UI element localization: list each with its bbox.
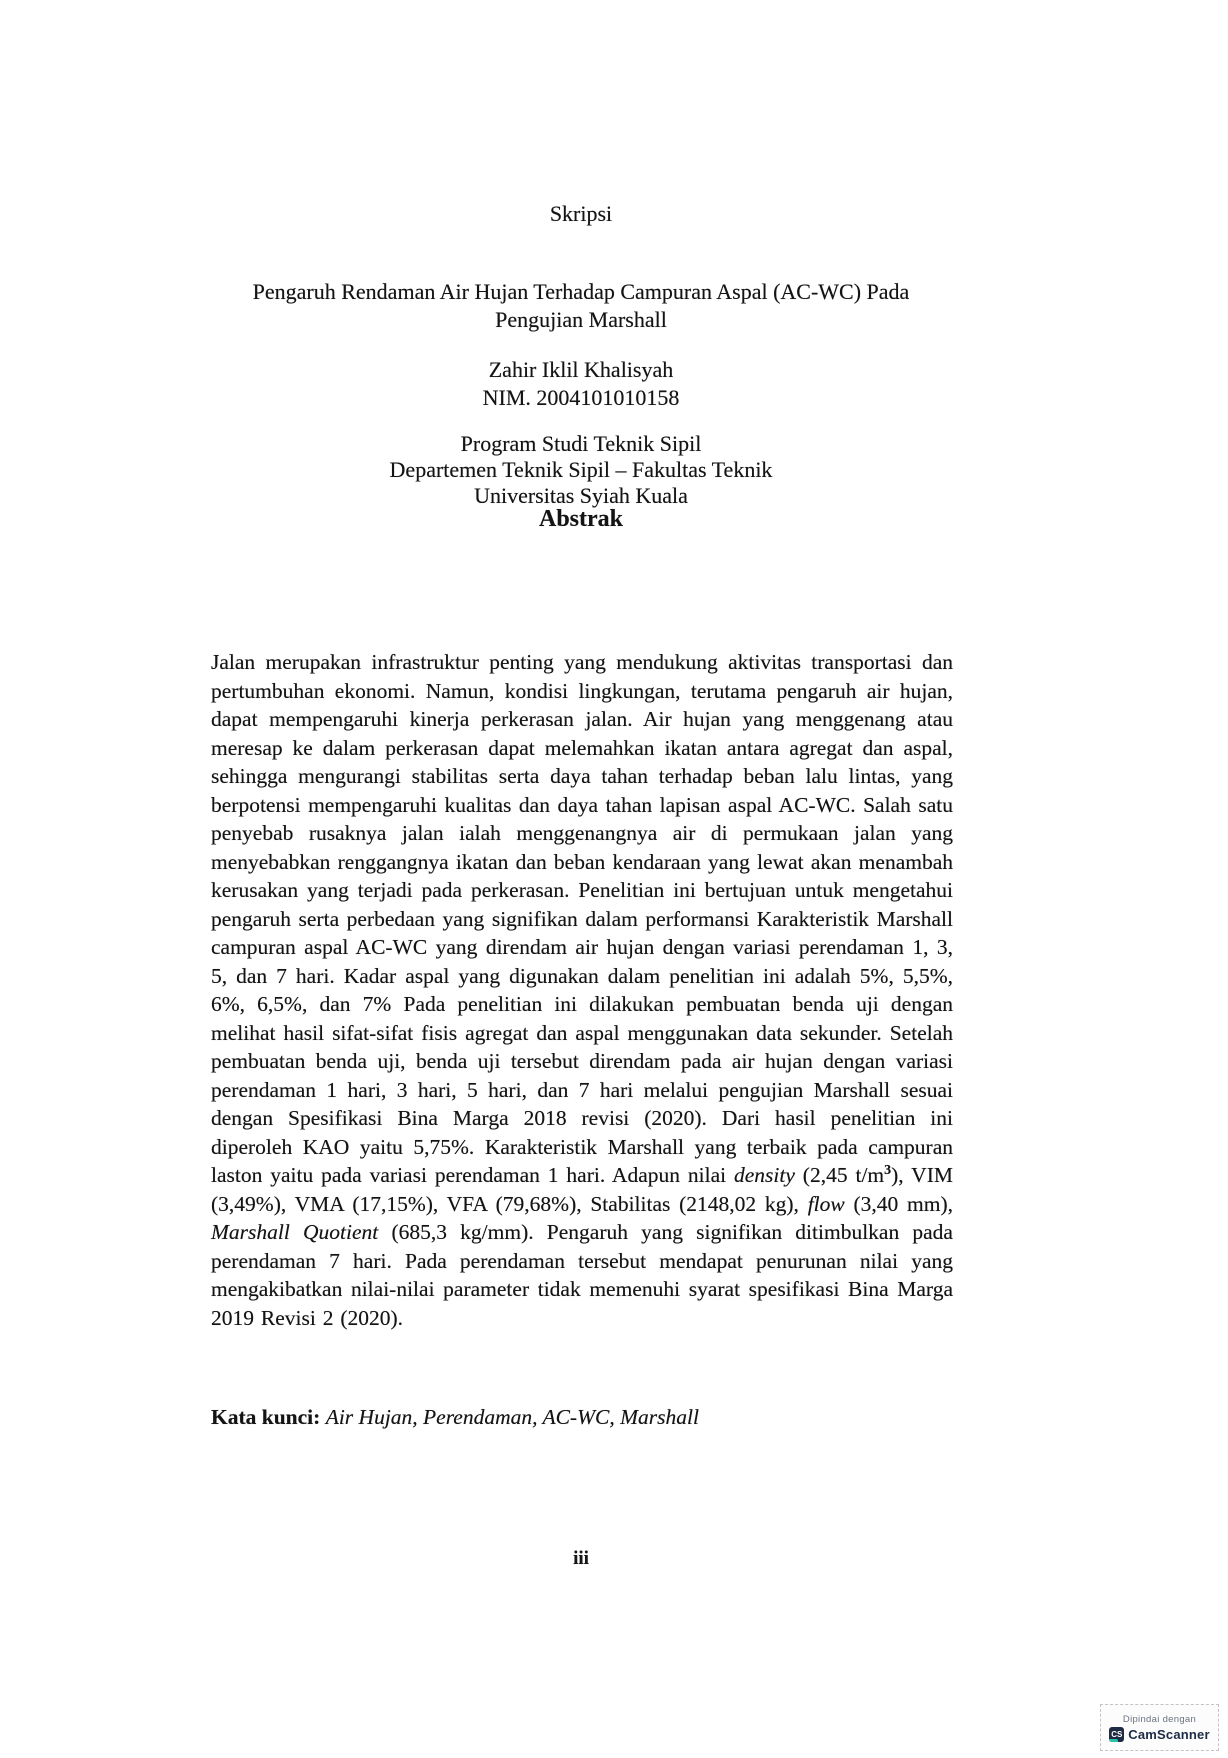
camscanner-app-name: CamScanner bbox=[1128, 1726, 1210, 1742]
author-block bbox=[211, 356, 951, 412]
affiliation-program: Program Studi Teknik Sipil bbox=[460, 431, 702, 456]
keywords-label: Kata kunci: bbox=[211, 1405, 321, 1429]
abstract-heading: Abstrak bbox=[538, 506, 623, 532]
document-title-line2: Pengujian Marshall bbox=[495, 307, 667, 332]
affiliation-department: Departemen Teknik Sipil – Fakultas Teknik bbox=[389, 457, 773, 482]
affiliation-university: Universitas Syiah Kuala bbox=[474, 483, 688, 508]
affiliation-block bbox=[211, 431, 951, 509]
document-title-line1: Pengaruh Rendaman Air Hujan Terhadap Campuran Aspal (AC-WC) Pada bbox=[252, 279, 910, 304]
document-title bbox=[211, 278, 951, 334]
doc-type-label: Skripsi bbox=[549, 201, 613, 226]
author-name: Zahir Iklil Khalisyah bbox=[488, 357, 674, 382]
page-number: iii bbox=[573, 1548, 589, 1569]
camscanner-badge-caption: Dipindai dengan bbox=[1122, 1713, 1197, 1725]
keywords-value: Air Hujan, Perendaman, AC-WC, Marshall bbox=[325, 1405, 699, 1429]
camscanner-badge-brand bbox=[1109, 1727, 1209, 1742]
camscanner-badge bbox=[1100, 1704, 1219, 1751]
keywords-line bbox=[211, 1405, 953, 1430]
author-nim: NIM. 2004101010158 bbox=[482, 385, 680, 410]
abstract-paragraph: Jalan merupakan infrastruktur penting yang mendukung aktivitas transportasi dan pertumbuhan ekonomi. Namun, kondisi lingkungan, terutama pengaruh air hujan, dapat mempengaruhi kinerja perkerasan jalan. Air hujan yang menggenang atau meresap ke dalam perkerasan dapat melemahkan ikatan antara agregat dan aspal, sehingga mengurangi stabilitas serta daya tahan terhadap beban lalu lintas, yang berpotensi mempengaruhi kualitas dan daya tahan lapisan aspal AC-WC. Salah satu penyebab rusaknya jalan ialah menggenangnya air di permukaan jalan yang menyebabkan renggangnya ikatan dan beban kendaraan yang lewat akan menambah kerusakan yang terjadi pada perkerasan. Penelitian ini bertujuan untuk mengetahui pengaruh serta perbedaan yang signifikan dalam performansi Karakteristik Marshall campuran aspal AC-WC yang direndam air hujan dengan variasi perendaman 1, 3, 5, dan 7 hari. Kadar aspal yang digunakan dalam penelitian ini adalah 5%, 5,5%, 6%, 6,5%, dan 7% Pada penelitian ini dilakukan pembuatan benda uji dengan melihat hasil sifat-sifat fisis agregat dan aspal menggunakan data sekunder. Setelah pembuatan benda uji, benda uji tersebut direndam pada air hujan dengan variasi perendaman 1 hari, 3 hari, 5 hari, dan 7 hari melalui pengujian Marshall sesuai dengan Spesifikasi Bina Marga 2018 revisi (2020). Dari hasil penelitian ini diperoleh KAO yaitu 5,75%. Karakteristik Marshall yang terbaik pada campuran laston yaitu pada variasi perendaman 1 hari. Adapun nilai density (2,45 $t/m^3$), VIM (3,49%), VMA (17,15%), VFA (79,68%), Stabilitas (2148,02 kg), flow (3,40 mm), Marshall Quotient (685,3 kg/mm). Pengaruh yang signifikan ditimbulkan pada perendaman 7 hari. Pada perendaman tersebut mendapat penurunan nilai yang mengakibatkan nilai-nilai parameter tidak memenuhi syarat spesifikasi Bina Marga 2019 Revisi 2 (2020). bbox=[211, 650, 953, 1330]
camscanner-logo-icon: CS bbox=[1109, 1727, 1124, 1742]
